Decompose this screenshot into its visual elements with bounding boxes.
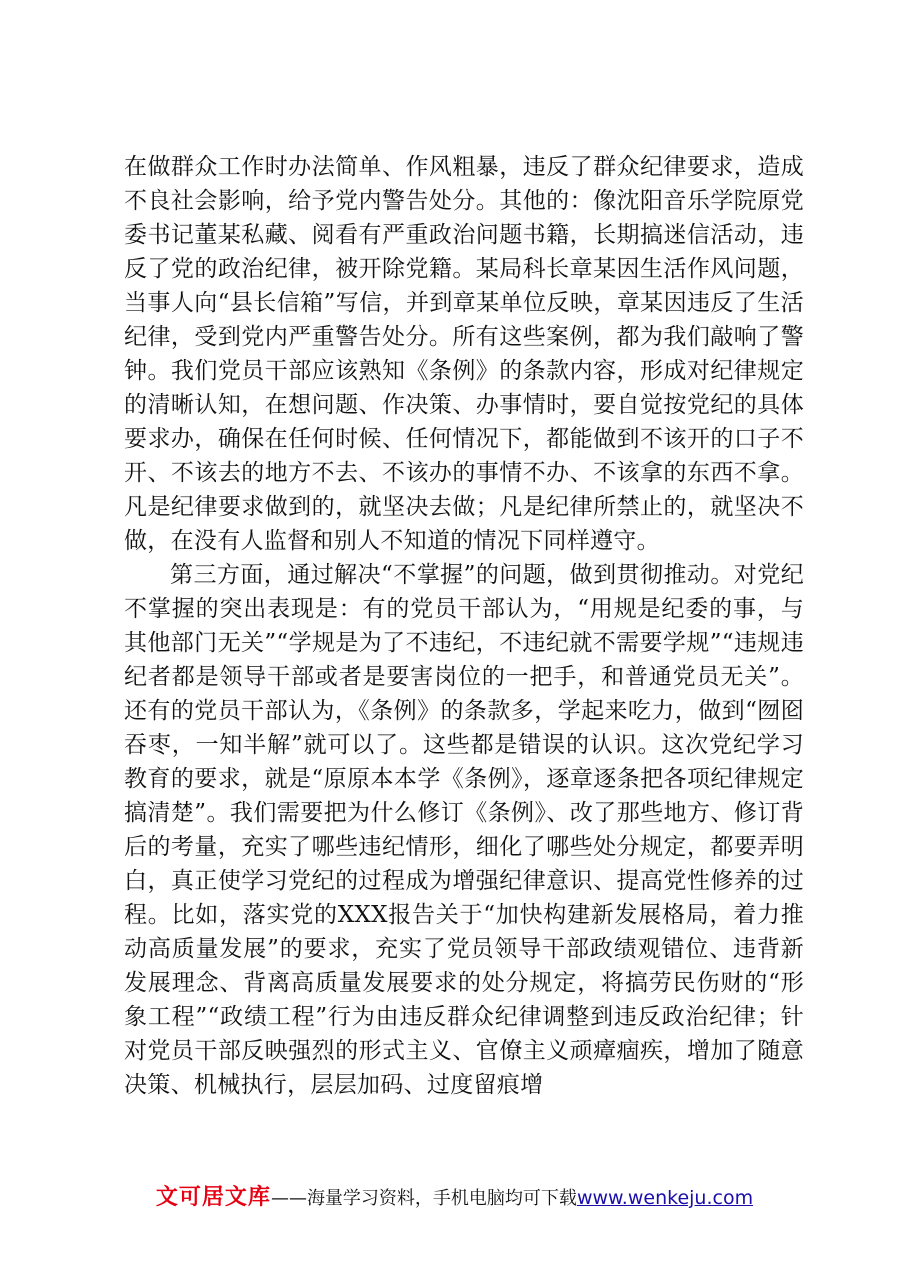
footer-banner xyxy=(0,1180,909,1211)
paragraph-1: 在做群众工作时办法简单、作风粗暴，违反了群众纪律要求，造成不良社会影响，给予党内警告处分。其他的：像沈阳音乐学院原党委书记董某私藏、阅看有严重政治问题书籍，长期搞迷信活动，违反了党的政治纪律，被开除党籍。某局科长章某因生活作风问题，当事人向“县长信箱”写信，并到章某单位反映，章某因违反了生活纪律，受到党内严重警告处分。所有这些案例，都为我们敲响了警钟。我们党员干部应该熟知《条例》的条款内容，形成对纪律规定的清晰认知，在想问题、作决策、办事情时，要自觉按党纪的具体要求办，确保在任何时候、任何情况下，都能做到不该开的口子不开、不该去的地方不去、不该办的事情不办、不该拿的东西不拿。凡是纪律要求做到的，就坚决去做；凡是纪律所禁止的，就坚决不做，在没有人监督和别人不知道的情况下同样遵守。 xyxy=(124,154,804,554)
footer-brand: 文可居文库 xyxy=(155,1185,271,1210)
document-body xyxy=(124,150,804,1102)
footer-link[interactable]: www.wenkeju.com xyxy=(576,1187,754,1209)
footer-tagline: ——海量学习资料，手机电脑均可下载 xyxy=(270,1188,577,1209)
paragraph-2: 第三方面，通过解决“不掌握”的问题，做到贯彻推动。对党纪不掌握的突出表现是：有的党员干部认为，“用规是纪委的事，与其他部门无关”“学规是为了不违纪，不违纪就不需要学规”“违规违纪者都是领导干部或者是要害岗位的一把手，和普通党员无关”。还有的党员干部认为，《条例》的条款多，学起来吃力，做到“囫囵吞枣，一知半解”就可以了。这些都是错误的认识。这次党纪学习教育的要求，就是“原原本本学《条例》，逐章逐条把各项纪律规定搞清楚”。我们需要把为什么修订《条例》、改了那些地方、修订背后的考量，充实了哪些违纪情形，细化了哪些处分规定，都要弄明白，真正使学习党纪的过程成为增强纪律意识、提高党性修养的过程。比如，落实党的XXX报告关于“加快构建新发展格局，着力推动高质量发展”的要求，充实了党员领导干部政绩观错位、违背新发展理念、背离高质量发展要求的处分规定，将搞劳民伤财的“形象工程”“政绩工程”行为由违反群众纪律调整到违反政治纪律；针对党员干部反映强烈的形式主义、官僚主义顽瘴痼疾，增加了随意决策、机械执行，层层加码、过度留痕增 xyxy=(124,562,804,1098)
